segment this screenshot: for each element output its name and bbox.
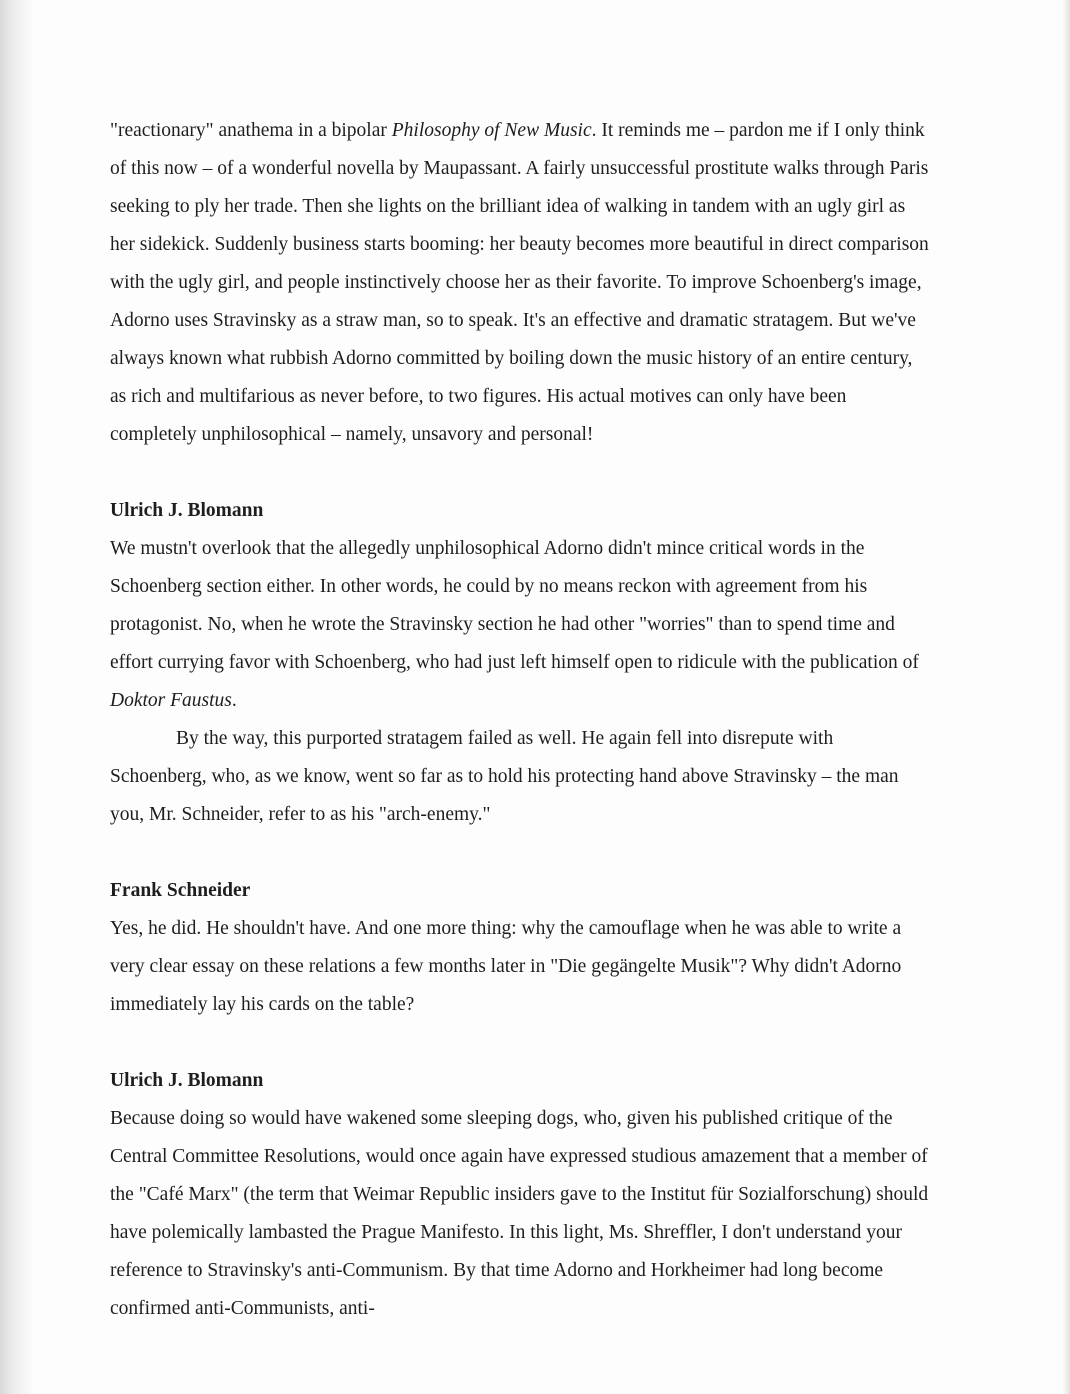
text-run: . It reminds me – pardon me if I only think of this now – of a wonderful novella by Maupassant. A fairly unsuccessful prostitute walks through Paris seeking to ply her trade. Then she lights on the brilliant idea of walking in tandem with an ugly girl as her sidekick. Suddenly business starts booming: her beauty becomes more beautiful in direct comparison with the ugly girl, and people instinctively choose her as their favorite. To improve Schoenberg's image, Adorno uses Stravinsky as a straw man, so to speak. It's an effective and dramatic stratagem. But we've always known what rubbish Adorno committed by boiling down the music history of an entire century, as rich and multifarious as never before, to two figures. His actual motives can only have been completely unphilosophical – namely, unsavory and personal!	[110, 120, 929, 445]
text-run: "reactionary" anathema in a bipolar	[110, 120, 392, 141]
text-run: We mustn't overlook that the allegedly unphilosophical Adorno didn't mince critical words in the Schoenberg section either. In other words, he could by no means reckon with agreement from his protagonist. No, when he wrote the Stravinsky section he had other "worries" than to spend time and effort currying favor with Schoenberg, who had just left himself open to ridicule with the publication of	[110, 538, 919, 673]
book-title: Doktor Faustus	[110, 690, 232, 711]
text-run: .	[231, 690, 237, 711]
paragraph	[110, 530, 930, 720]
paragraph: Yes, he did. He shouldn't have. And one more thing: why the camouflage when he was able to write a very clear essay on these relations a few months later in "Die gegängelte Musik"? Why didn't Adorno immediately lay his cards on the table?	[110, 918, 902, 1015]
paragraph: Because doing so would have wakened some sleeping dogs, who, given his published critique of the Central Committee Resolutions, would once again have expressed studious amazement that a member of the "Café Marx" (the term that Weimar Republic insiders gave to the Institut für Sozialforschung) should have polemically lambasted the Prague Manifesto. In this light, Ms. Shreffler, I don't understand your reference to Stravinsky's anti-Communism. By that time Adorno and Horkheimer had long become confirmed anti-Communists, anti-	[110, 1108, 929, 1319]
paragraph-continuation	[110, 112, 930, 454]
paragraph: By the way, this purported stratagem failed as well. He again fell into disrepute with Schoenberg, who, as we know, went so far as to hold his protecting hand above Stravinsky – the man you, Mr. Schneider, refer to as his "arch-enemy."	[110, 728, 899, 825]
speaker-name: Ulrich J. Blomann	[110, 1070, 264, 1091]
scan-right-edge	[1062, 0, 1070, 1394]
book-title: Philosophy of New Music	[391, 120, 592, 141]
transcript-body	[110, 112, 930, 1328]
scan-left-shadow	[0, 0, 34, 1394]
speaker-name: Ulrich J. Blomann	[110, 500, 264, 521]
speaker-name: Frank Schneider	[110, 880, 251, 901]
